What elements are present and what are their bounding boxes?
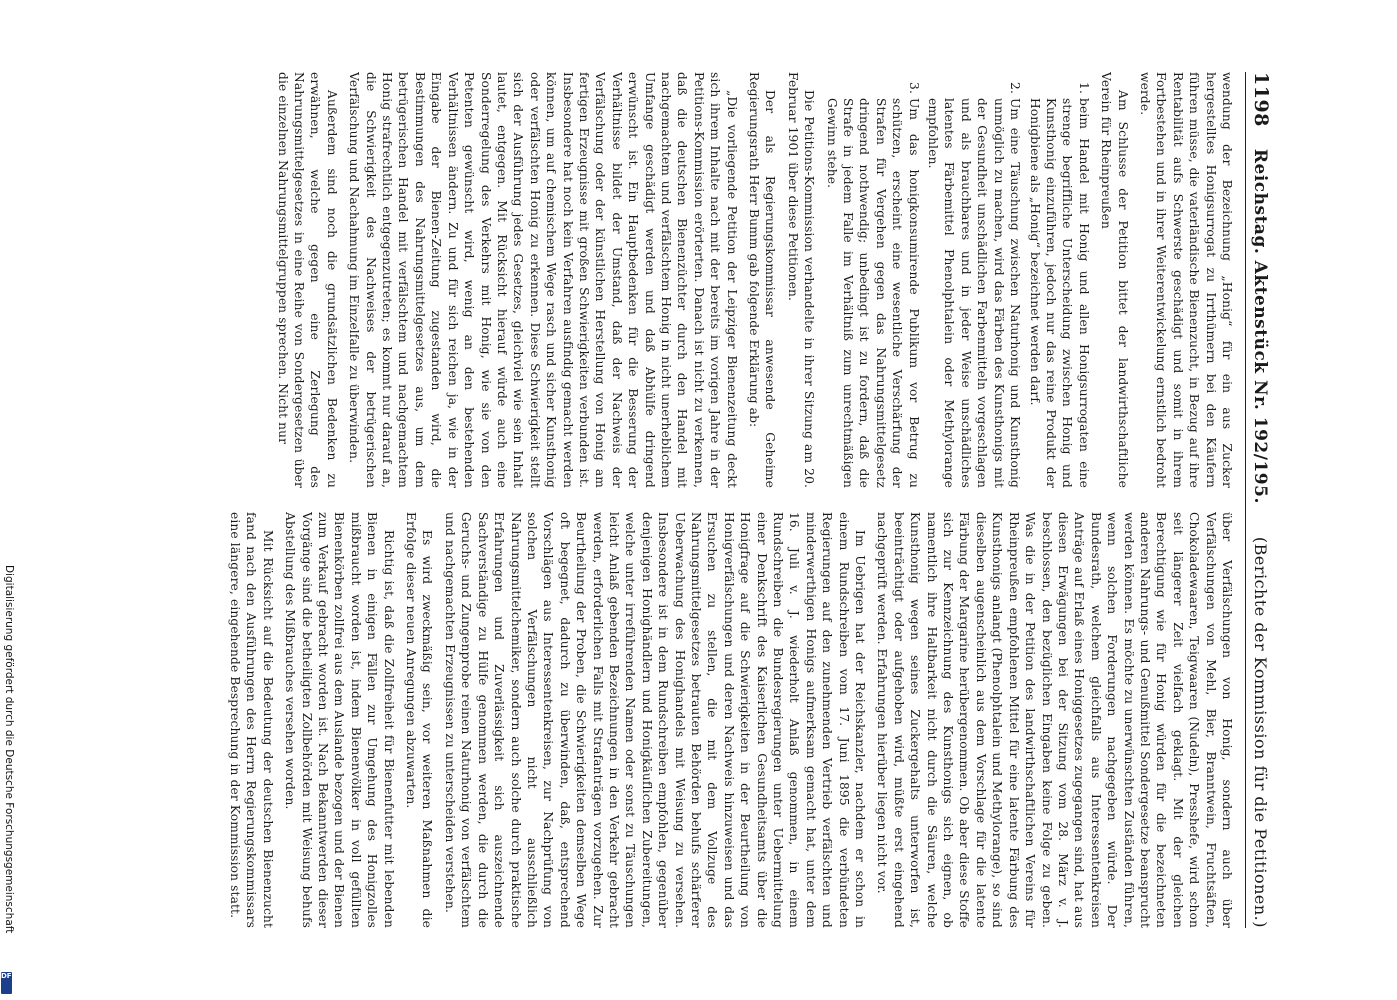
running-head <box>1245 72 1272 928</box>
paragraph: Die Petitions-Kommission verhandelte in ihrer Sitzung am 20. Februar 1901 über diese Petitionen. <box>785 72 817 488</box>
list-item: 1. beim Handel mit Honig und allen Honigsurrogaten eine strenge begriffliche Unterscheidung zwischen Honig und Kunsthonig einzuführen, jedoch nur das reine Produkt der Honigbiene als „Honig“ bezeichnet werden darf. <box>1026 98 1092 488</box>
paragraph: Im Uebrigen hat der Reichskanzler, nachdem er schon in einem Rundschreiben vom 17. Juni 1895 die verbündeten Regierungen auf den zunehmenden Vertrieb verfälschten und minderwerthigen Honigs aufmerksam gemacht hat, unter dem 16. Juli v. J. wiederholt Anlaß genommen, in einem Rundschreiben die Bundesregierungen unter Uebermittelung einer Denkschrift des Kaiserlichen Gesundheitsamts über die Honigfrage auf die Schwierigkeiten in der Beurtheilung von Honigverfälschungen und deren Nachweis hinzuweisen und das Ersuchen zu stellen, die mit dem Vollzuge des Nahrungsmittelgesetzes betrauten Behörden behufs schärferer Ueberwachung des Honighandels mit Weisung zu versehen. Insbesondere ist in dem Rundschreiben empfohlen, gegenüber denjenigen Honighändlern und Honigkäuflichen Zubereitungen, welche unter irreführenden Namen oder sonst zu Täuschungen leicht Anlaß gebenden Bezeichnungen in den Verkehr gebracht werden, erforderlichen Falls mit Strafanträgen vorzugehen. Zur Beurtheilung der Proben, die Schwierigkeiten demselben Wege oft begegnet, dadurch zu überwinden, daß, entsprechend Vorschlägen aus Interessentenkreisen, zur Nachprüfung von solchen Verfälschungen nicht ausschließlich Nahrungsmittelchemiker, sondern auch solche durch praktische Erfahrungen und Zuverlässigkeit sich auszeichnende Sachverständige zu Hülfe genommen werden, die durch die Geruchs- und Zungenprobe reinen Naturhonig von verfälschtem und nachgemachten Erzeugnissen zu unterscheiden verstehen. <box>442 512 868 928</box>
paragraph: „Die vorliegende Petition der Leipziger Bienenzeitung deckt sich ihrem Inhalte nach mit der bereits im vorigen Jahre in der Petitions-Kommission erörterten. Danach ist nicht zu verkennen, daß die deutschen Bienenzüchter durch den Handel mit nachgemachtem und verfälschtem Honig in nicht unerheblichem Umfange geschädigt werden und daß Abhülfe dringend erwünscht ist. Ein Hauptbedenken für die Besserung der Verhältnisse bildet der Umstand, daß der Nachweis der Verfälschung oder der künstlichen Herstellung von Honig am fertigen Erzeugnisse mit großen Schwierigkeiten verbunden ist. Insbesondere hat noch kein Verfahren ausfindig gemacht werden können, um auf chemischem Wege rasch und sicher Kunsthonig oder verfälschten Honig zu erkennen. Diese Schwierigkeit stellt sich der Ausführung jedes Gesetzes, gleichviel wie sein Inhalt lautet, entgegen. Mit Rücksicht hierauf würde auch eine Sonderregelung des Verkehrs mit Honig, wie sie von den Petenten gewünscht wird, wenig an den bestehenden Verhältnissen ändern. Zu und für sich reichen ja, wie in der Eingabe der Bienen-Zeitung zugestanden wird, die Bestimmungen des Nahrungsmittelgesetzes aus, um dem betrügerischen Handel mit verfälschtem und nachgemachtem Honig strafrechtlich entgegenzutreten; es kommt nur darauf an, die Schwierigkeit des Nachweises der betrügerischen Verfälschung und Nachahmung im Einzelfalle zu überwinden. <box>347 72 739 488</box>
digitization-credit: Digitalisierung gefördert durch die Deutsche Forschungsgemeinschaft <box>3 565 15 934</box>
page-number: 1198 <box>1250 72 1272 127</box>
text-columns <box>55 72 1235 928</box>
left-column <box>55 72 1235 488</box>
paragraph: wendung der Bezeichnung „Honig“ für ein aus Zucker hergestelltes Honigsurrogat zu Irrthümern bei den Käufern führen müsse, die vaterländische Bienenzucht, in Bezug auf ihre Rentabilität aufs Schwerste geschädigt und somit in ihrem Fortbestehen und in ihrer Weiterentwickelung ernstlich bedroht werde. <box>1137 72 1234 488</box>
paragraph: Außerdem sind noch die grundsätzlichen Bedenken zu erwähnen, welche gegen eine Zerlegung des Nahrungsmittelgesetzes in eine Reihe von Sondergesetzen über die einzelnen Nahrungsmittelgruppen sprechen. Nicht nur <box>275 72 339 488</box>
paragraph: Es wird zweckmäßig sein, vor weiteren Maßnahmen die Erfolge dieser neuen Anregungen abzuwarten. <box>404 512 435 928</box>
running-head-section: (Berichte der Kommission für die Petitionen.) <box>1251 536 1270 928</box>
paragraph: Richtig ist, daß die Zollfreiheit für Bienenfutter mit lebenden Bienen in einigen Fällen zur Umgehung des Honigzolles mißbraucht worden ist, indem Bienenvölker in voll gefüllten Bienenkörben zollfrei aus dem Auslande bezogen und der Bienen zum Verkauf gebracht worden ist. Nach Bekanntwerden dieser Vorgänge sind die betheiligten Zollbehörden mit Weisung behufs Abstellung des Mißbrauches versehen worden. <box>283 512 396 928</box>
petition-requests-list <box>823 72 1092 488</box>
scanned-page <box>40 50 1280 950</box>
paragraph: Am Schlusse der Petition bittet der landwirthschaftliche Verein für Rheinpreußen <box>1099 72 1130 488</box>
right-column <box>55 512 1235 928</box>
paragraph: Der als Regierungskommissar anwesende Geheime Regierungsrath Herr Bumm gab folgende Erklärung ab: <box>747 72 778 488</box>
paragraph: Mit Rücksicht auf die Bedeutung der deutschen Bienenzucht fand nach den Ausführungen des Herrn Regierungskommissars eine längere, eingehende Besprechung in der Kommission statt. <box>228 512 275 928</box>
list-item: 2. Um eine Täuschung zwischen Naturhonig und Kunsthonig unmöglich zu machen, wird das Färben des Kunsthonigs mit der Gesundheit unschädlichen Farbenmitteln vorgeschlagen und als brauchbares und in jeder Weise unschädliches latentes Färbemittel Phenolphtalein oder Methylorange empfohlen. <box>925 98 1023 488</box>
rotated-page-content <box>40 50 1280 950</box>
paragraph: über Verfälschungen von Honig, sondern auch über Verfälschungen von Mehl, Bier, Branntwein, Fruchtsäften, Chokoladewaaren, Teigwaaren (Nudeln), Presshefe, wird schon seit längerer Zeit vielfach geklagt. Mit der gleichen Berechtigung wie für Honig würden für die bezeichneten anderen Nahrungs- und Genußmittel Sondergesetze beansprucht werden können. Es möchte zu unerwünschten Zuständen führen, wenn solchen Forderungen nachgegeben würde. Der Bundesrath, welchem gleichfalls aus Interessentenkreisen Anträge auf Erlaß eines Honiggesetzes zugegangen sind, hat aus diesen Erwägungen bei der Sitzung vom 28. März v. J. beschlossen, den bezüglichen Eingaben keine Folge zu geben. Was die in der Petition des landwirthschaftlichen Vereins für Rheinpreußen empfohlenen Mittel für eine latente Färbung des Kunsthonigs anlangt (Phenolphtalein und Methylorange), so sind dieselben augenscheinlich aus dem Vorschlage für die latente Färbung der Margarine herübergenommen. Ob aber diese Stoffe sich zur Kennzeichnung des Kunsthonigs sich eignen, ob namentlich ihre Haltbarkeit nicht durch die Säuren, welche Kunsthonig wegen seines Zuckergehalts unterworfen ist, beeinträchtigt oder aufgehoben wird, müßte erst eingehend nachgeprüft werden. Erfahrungen hierüber liegen nicht vor. <box>875 512 1234 928</box>
running-head-title: Reichstag. Aktenstück Nr. 192/195. <box>1250 148 1270 504</box>
dfg-logo-icon: DFG <box>1 972 12 994</box>
list-item: 3. Um das honigkonsumirende Publikum vor Betrug zu schützen, erscheint eine wesentliche Verschärfung der Strafen für Vergehen gegen das Nahrungsmittelgesetz dringend nothwendig; unbedingt ist zu fordern, daß die Strafe in jedem Falle im Verhältniß zum unrechtmäßigen Gewinn stehe. <box>823 98 921 488</box>
